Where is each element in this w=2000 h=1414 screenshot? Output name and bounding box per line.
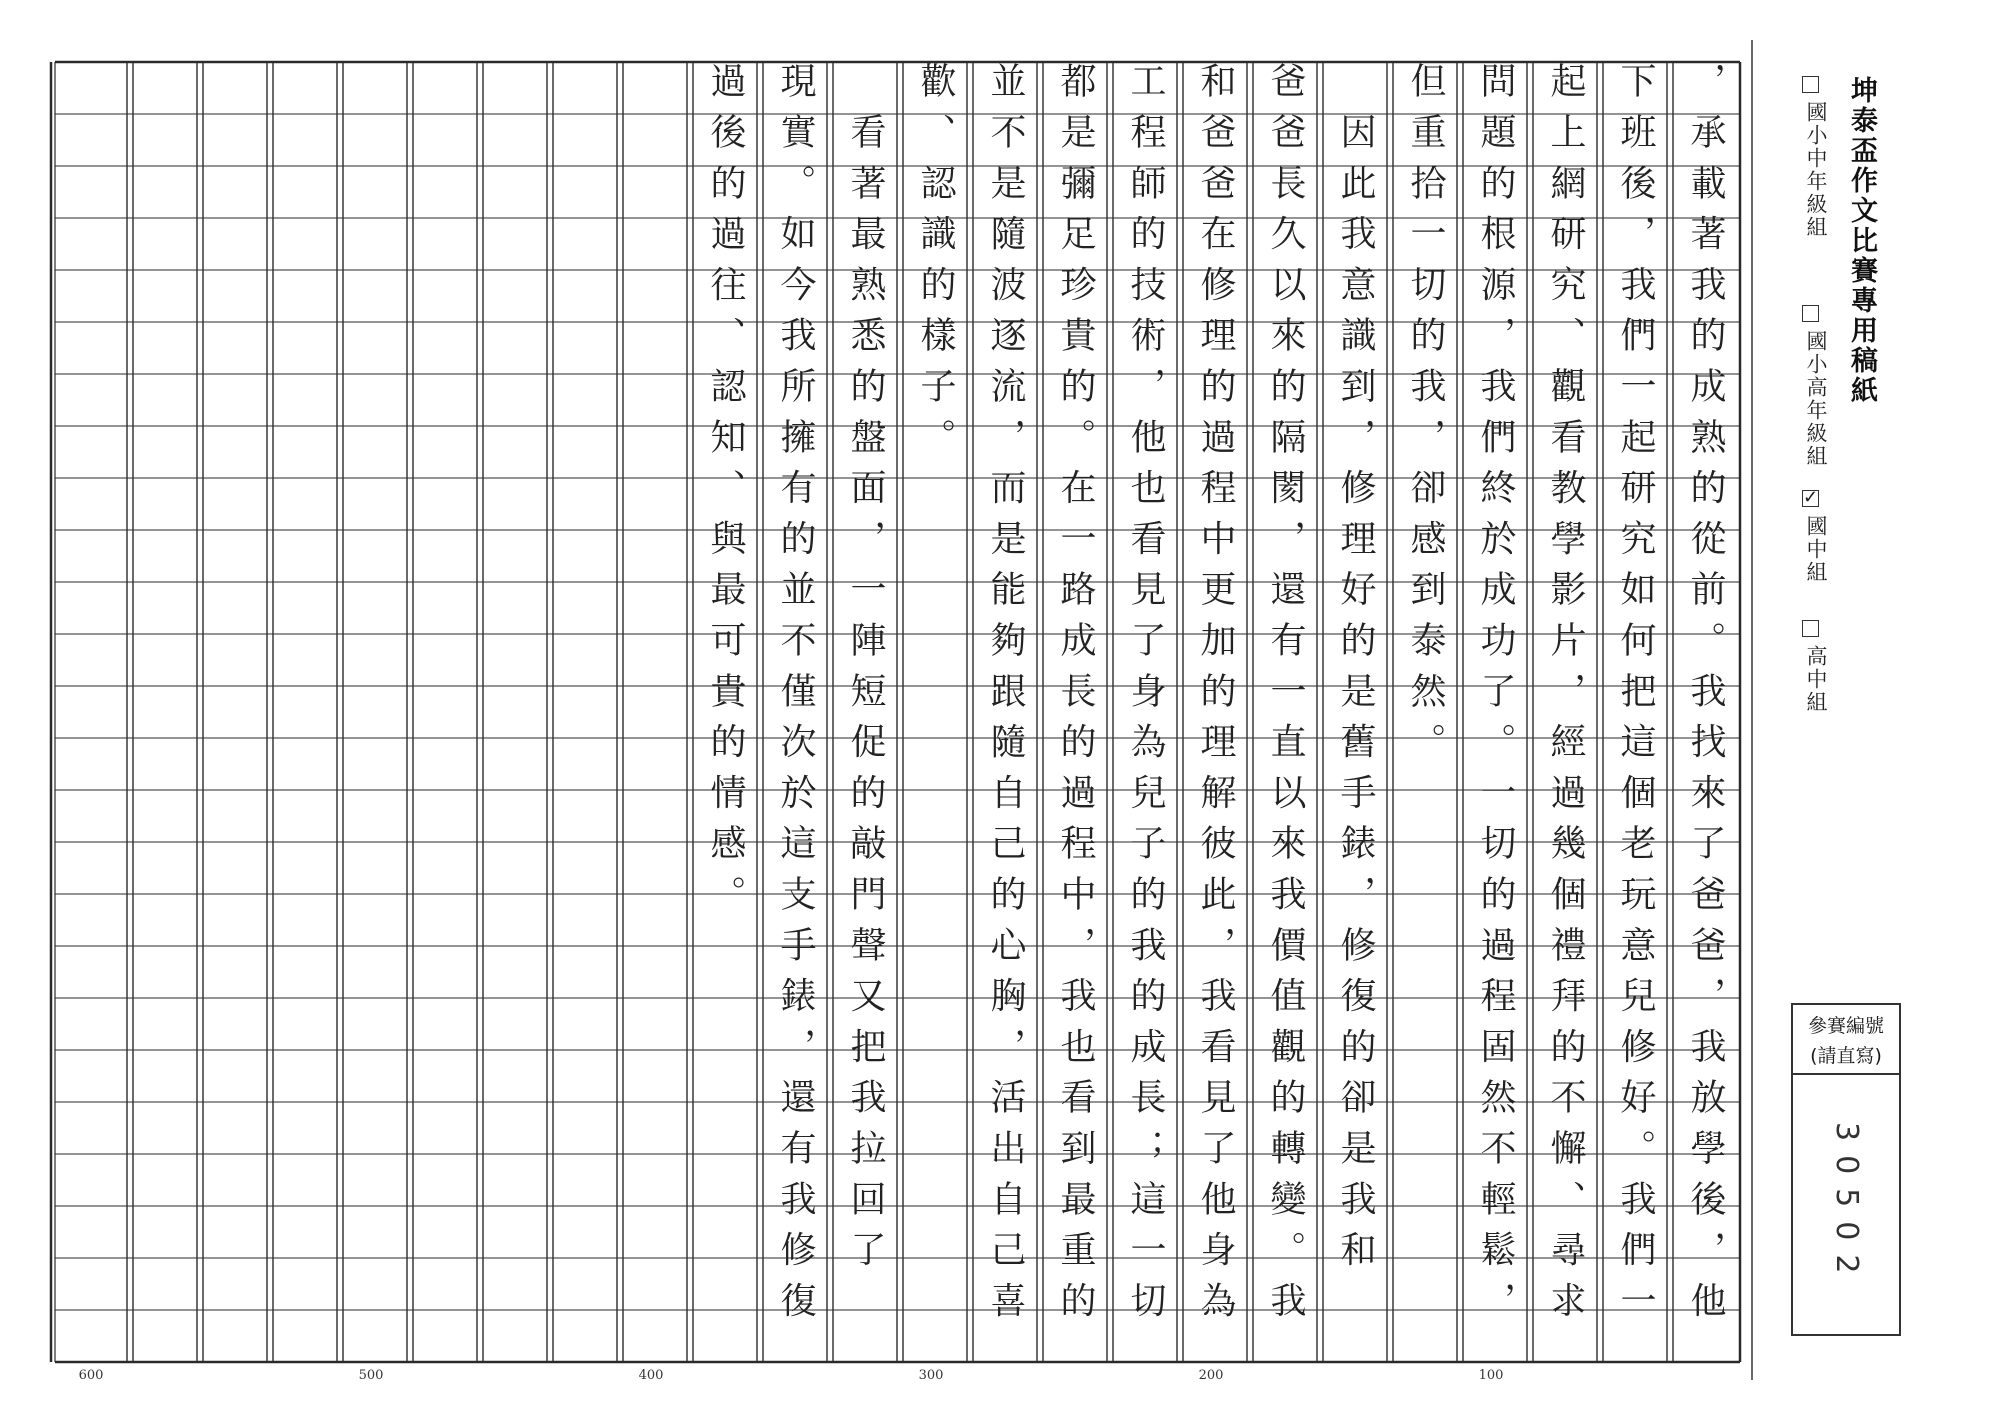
option-label: 國小中年級組	[1804, 101, 1828, 239]
axis-label-500: 500	[358, 1368, 384, 1383]
option-junior-high[interactable]	[1796, 487, 1828, 584]
essay-column: 歡、認識的樣子。	[915, 62, 956, 469]
essay-column: 和爸爸在修理的過程中更加的理解彼此，我看見了他身為	[1195, 62, 1236, 1332]
entry-number-label: 參賽編號	[1807, 1015, 1884, 1037]
checkbox[interactable]	[1802, 305, 1819, 322]
essay-column: 爸爸長久以來的隔閡，還有一直以來我價值觀的轉變。我	[1265, 62, 1306, 1332]
entry-number-value[interactable]: 30502	[1829, 1122, 1864, 1288]
axis-label-300: 300	[918, 1368, 944, 1383]
checkbox[interactable]	[1802, 76, 1819, 93]
essay-column: ，承載著我的成熟的從前。我找來了爸爸，我放學後，他	[1685, 62, 1726, 1332]
essay-column: 但重拾一切的我，卻感到泰然。	[1405, 62, 1446, 774]
essay-column: 看著最熟悉的盤面，一陣短促的敲門聲又把我拉回了	[845, 62, 886, 1282]
option-elementary-upper[interactable]	[1796, 305, 1826, 468]
entry-number-box	[1791, 1003, 1901, 1336]
axis-label-200: 200	[1198, 1368, 1224, 1383]
essay-column: 現實。如今我所擁有的並不僅次於這支手錶，還有我修復	[775, 62, 816, 1332]
essay-column: 起上網研究、觀看教學影片，經過幾個禮拜的不懈、尋求	[1545, 62, 1586, 1332]
axis-label-100: 100	[1478, 1368, 1504, 1383]
essay-column: 都是彌足珍貴的。在一路成長的過程中，我也看到最重的	[1055, 62, 1096, 1332]
essay-column: 工程師的技術，他也看見了身為兒子的我的成長；這一切	[1125, 62, 1166, 1332]
essay-column: 因此我意識到，修理好的是舊手錶，修復的卻是我和	[1335, 62, 1376, 1282]
option-label: 國小高年級組	[1804, 330, 1828, 468]
option-elementary-middle[interactable]	[1796, 76, 1826, 239]
axis-label-400: 400	[638, 1368, 664, 1383]
checkbox-checked[interactable]: ✓	[1803, 487, 1819, 508]
essay-column: 過後的過往、認知、與最可貴的情感。	[705, 62, 746, 926]
option-senior-high[interactable]	[1796, 620, 1826, 714]
option-label: 國中組	[1804, 515, 1828, 584]
essay-column: 問題的根源，我們終於成功了。一切的過程固然不輕鬆，	[1475, 62, 1516, 1332]
checkbox[interactable]	[1802, 620, 1819, 637]
form-title: 坤泰盃作文比賽專用稿紙	[1846, 76, 1877, 406]
entry-number-note: (請直寫)	[1810, 1045, 1882, 1067]
axis-label-600: 600	[78, 1368, 104, 1383]
entry-number-header	[1793, 1005, 1899, 1075]
option-label: 高中組	[1804, 645, 1828, 714]
essay-column: 並不是隨波逐流，而是能夠跟隨自己的心胸，活出自己喜	[985, 62, 1026, 1332]
essay-column: 下班後，我們一起研究如何把這個老玩意兒修好。我們一	[1615, 62, 1656, 1332]
